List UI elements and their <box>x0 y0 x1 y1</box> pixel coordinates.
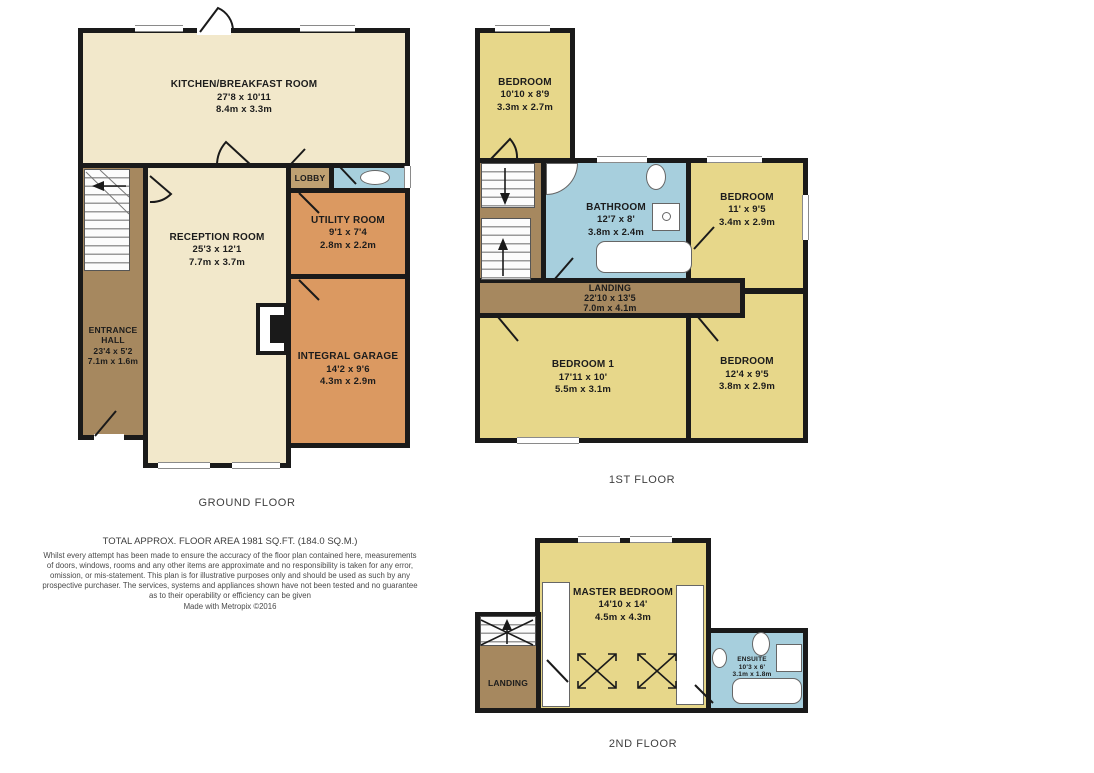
room-dim-m: 3.1m x 1.8m <box>732 671 772 678</box>
wardrobe-icon <box>676 585 704 705</box>
window <box>404 166 411 188</box>
disclaimer-line: as to their operability or efficiency can be given <box>149 591 311 600</box>
room-name: INTEGRAL GARAGE <box>297 351 399 363</box>
room-dim-ft: 12'4 x 9'5 <box>725 368 769 380</box>
toilet-icon <box>752 632 770 656</box>
room-bedroom-1f-topleft <box>475 28 575 163</box>
room-name: LANDING <box>588 283 632 293</box>
room-label <box>552 359 614 397</box>
room-lobby <box>286 163 334 193</box>
room-dim-m: 3.8m x 2.9m <box>718 381 776 393</box>
stairs-1f-down <box>481 218 531 280</box>
room-dim-m: 8.4m x 3.3m <box>215 104 273 116</box>
window <box>135 25 183 32</box>
room-name: ENTRANCE HALL <box>88 324 138 345</box>
window <box>232 462 280 469</box>
room-name: UTILITY ROOM <box>311 214 385 226</box>
room-label <box>586 202 646 240</box>
room-dim-ft: 14'2 x 9'6 <box>326 363 370 375</box>
room-kitchen-breakfast <box>78 28 410 168</box>
shower-icon <box>776 644 802 672</box>
room-dim-ft: 22'10 x 13'5 <box>584 293 636 303</box>
room-label <box>488 678 528 689</box>
room-dim-ft: 23'4 x 5'2 <box>93 345 133 356</box>
room-dim-ft: 10'3 x 6' <box>738 663 766 671</box>
bath-icon <box>732 678 802 704</box>
toilet-icon <box>360 170 390 185</box>
disclaimer-line: of doors, windows, rooms and any other items are approximate and no responsibility is taken for any error, <box>46 561 414 570</box>
room-dim-ft: 12'7 x 8' <box>596 214 635 226</box>
room-dim-ft: 17'11 x 10' <box>558 371 608 383</box>
door-opening <box>197 26 231 35</box>
room-label <box>83 325 143 367</box>
room-label <box>169 232 264 270</box>
room-dim-m: 7.1m x 1.6m <box>87 356 139 366</box>
room-dim-m: 2.8m x 2.2m <box>319 239 377 251</box>
front-door-opening <box>94 434 124 442</box>
window <box>158 462 210 469</box>
room-bedroom-1 <box>475 313 691 443</box>
wardrobe-icon <box>542 582 570 707</box>
room-name: BEDROOM <box>498 76 552 88</box>
metropix-credit: Made with Metropix ©2016 <box>183 602 277 611</box>
room-label <box>497 77 553 115</box>
room-name: BATHROOM <box>586 201 646 213</box>
room-dim-m: 3.8m x 2.4m <box>587 226 645 238</box>
room-name: RECEPTION ROOM <box>169 231 265 243</box>
stairs-2f <box>480 616 536 646</box>
room-dim-ft: 9'1 x 7'4 <box>328 227 367 239</box>
room-dim-m: 7.7m x 3.7m <box>188 256 246 268</box>
room-integral-garage <box>286 274 410 448</box>
room-dim-ft: 14'10 x 14' <box>598 599 648 611</box>
room-landing-1f <box>475 278 745 318</box>
room-label <box>573 587 673 625</box>
ground-floor-label: GROUND FLOOR <box>198 497 296 509</box>
room-bedroom-1f-right <box>686 158 808 293</box>
sink-icon <box>712 648 727 668</box>
room-dim-ft: 25'3 x 12'1 <box>192 244 242 256</box>
room-label <box>719 192 775 230</box>
room-name: LANDING <box>487 678 529 689</box>
room-dim-ft: 10'10 x 8'9 <box>500 89 550 101</box>
window <box>495 25 550 32</box>
room-dim-m: 4.5m x 4.3m <box>594 611 652 623</box>
room-name: BEDROOM 1 <box>551 359 615 371</box>
room-label <box>719 356 775 394</box>
room-dim-ft: 27'8 x 10'11 <box>217 91 271 103</box>
first-floor-label: 1ST FLOOR <box>608 474 676 486</box>
footer-disclaimer <box>30 536 430 612</box>
room-name: KITCHEN/BREAKFAST ROOM <box>170 79 318 91</box>
disclaimer-line: Whilst every attempt has been made to ensure the accuracy of the floor plan contained here, measurements <box>43 551 417 560</box>
room-name: BEDROOM <box>720 191 774 203</box>
disclaimer-line: omission, or mis-statement. This plan is for illustrative purposes only and should be used as such by any <box>50 571 410 580</box>
total-floor-area: TOTAL APPROX. FLOOR AREA 1981 SQ.FT. (184.0 SQ.M.) <box>102 536 358 547</box>
room-dim-m: 3.4m x 2.9m <box>718 216 776 228</box>
room-label <box>295 173 326 184</box>
window <box>707 156 762 163</box>
window <box>517 437 579 444</box>
shower-drain-icon <box>662 212 671 221</box>
room-label <box>171 79 318 117</box>
disclaimer-line: prospective purchaser. The services, systems and appliances shown have not been tested and no guarantee <box>42 581 418 590</box>
room-dim-m: 7.0m x 4.1m <box>583 303 637 313</box>
chimney-flue <box>270 315 284 343</box>
room-label <box>298 351 399 389</box>
window <box>300 25 355 32</box>
room-dim-m: 3.3m x 2.7m <box>496 101 554 113</box>
window <box>630 536 672 543</box>
room-name: MASTER BEDROOM <box>572 586 674 598</box>
stairs-1f-up <box>481 163 535 208</box>
room-name: ENSUITE <box>737 656 767 663</box>
room-dim-ft: 11' x 9'5 <box>728 204 766 216</box>
room-label <box>311 215 385 253</box>
window <box>597 156 647 163</box>
stairs-ground-floor <box>84 169 130 271</box>
window <box>802 195 809 240</box>
room-name: LOBBY <box>294 172 326 183</box>
room-dim-m: 4.3m x 2.9m <box>319 376 377 388</box>
room-dim-m: 5.5m x 3.1m <box>554 384 612 396</box>
toilet-icon <box>646 164 666 190</box>
room-label <box>722 656 782 679</box>
room-utility <box>286 188 410 279</box>
bath-icon <box>596 241 692 273</box>
room-name: BEDROOM <box>720 356 774 368</box>
window <box>578 536 620 543</box>
second-floor-label: 2ND FLOOR <box>608 738 678 750</box>
room-label <box>583 283 636 313</box>
